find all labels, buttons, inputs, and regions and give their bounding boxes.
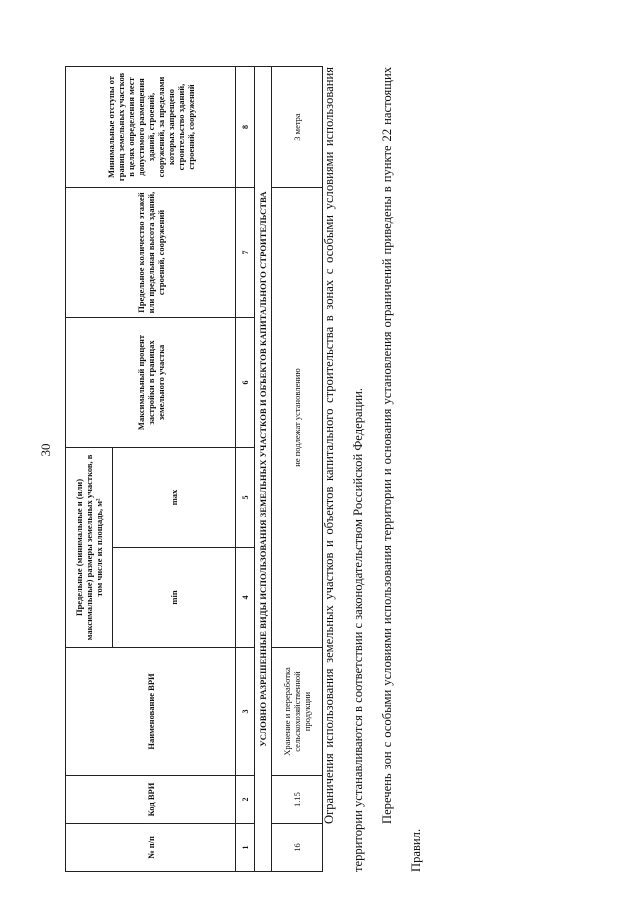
index-row xyxy=(236,67,255,872)
paragraph-line-1: Ограничения использования земельных участков и объектов капитального строительства в зонах с особыми условиями использования территории устанавливаются в соответствии с законодательством Российской Федерации. xyxy=(322,67,365,872)
header-coverage: Максимальный процент застройки в границах земельного участка xyxy=(66,318,236,448)
row-setback: 3 метра xyxy=(272,67,323,188)
header-code: Код ВРИ xyxy=(66,776,236,824)
index-cell: 6 xyxy=(236,318,255,448)
section-title: УСЛОВНО РАЗРЕШЕННЫЕ ВИДЫ ИСПОЛЬЗОВАНИЯ ЗЕМЕЛЬНЫХ УЧАСТКОВ И ОБЪЕКТОВ КАПИТАЛЬНОГО СТРОИТЕЛЬСТВА xyxy=(255,67,272,872)
row-num: 16 xyxy=(272,824,323,872)
index-cell: 3 xyxy=(236,648,255,776)
index-cell: 4 xyxy=(236,548,255,648)
header-area-max: max xyxy=(113,448,236,548)
header-row xyxy=(66,67,113,872)
row-area-note: не подлежат установлению xyxy=(272,188,323,648)
index-cell: 2 xyxy=(236,776,255,824)
index-cell: 7 xyxy=(236,188,255,318)
header-area: Предельные (минимальные и (или) максимальные) размеры земельных участков, в том числе их площадь, м² xyxy=(66,448,113,648)
index-cell: 1 xyxy=(236,824,255,872)
row-code: 1.15 xyxy=(272,776,323,824)
section-row xyxy=(255,67,272,872)
zoning-table xyxy=(65,66,323,872)
header-setbacks: Минимальные отступы от границ земельных участков в целях определения мест допустимого размещения зданий, строений, сооружений, за пределами которых запрещено строительство зданий, строений, сооружений xyxy=(66,67,236,188)
paragraph-line-2: Перечень зон с особыми условиями использования территории и основания установления ограничений приведены в пункте 22 настоящих Правил. xyxy=(380,67,423,872)
header-num: № п/п xyxy=(66,824,236,872)
restrictions-paragraph xyxy=(315,67,431,872)
header-floors: Предельное количество этажей или предельная высота зданий, строений, сооружений xyxy=(66,188,236,318)
rotated-content xyxy=(65,67,630,872)
header-name: Наименование ВРИ xyxy=(66,648,236,776)
row-name: Хранение и переработка сельскохозяйственной продукции xyxy=(272,648,323,776)
index-cell: 5 xyxy=(236,448,255,548)
index-cell: 8 xyxy=(236,67,255,188)
page-number: 30 xyxy=(38,443,53,457)
header-area-min: min xyxy=(113,548,236,648)
